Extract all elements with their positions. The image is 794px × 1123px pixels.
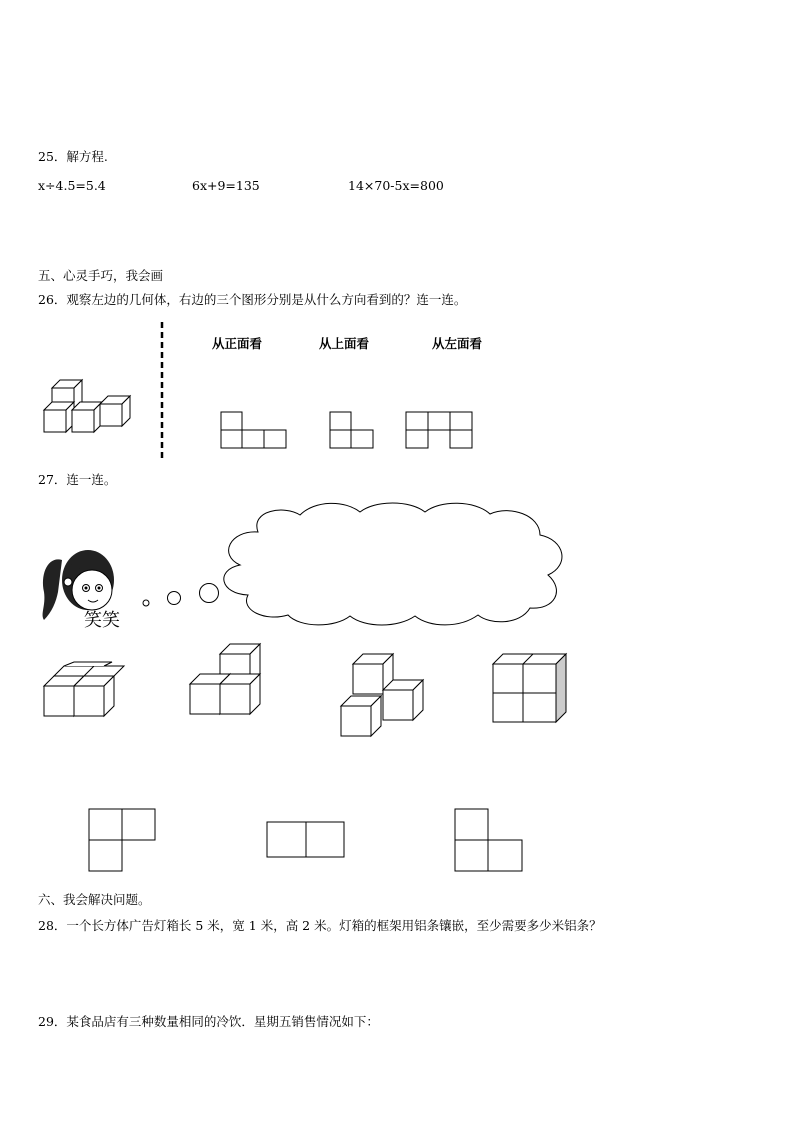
q27-solid-2 — [190, 644, 260, 714]
question-26-title: 26．观察左边的几何体，右边的三个图形分别是从什么方向看到的？连一连。 — [38, 292, 467, 307]
girl-name-label: 笑笑 — [84, 610, 120, 631]
question-25-title: 25．解方程. — [38, 149, 108, 164]
q26-view-front — [221, 412, 286, 448]
q26-view-top — [330, 412, 373, 448]
thought-dot-2 — [168, 592, 181, 605]
q27-top-view-3 — [455, 809, 522, 871]
thought-cloud — [224, 503, 562, 625]
q27-solid-3 — [341, 654, 423, 736]
section-6-title: 六、我会解决问题。 — [38, 892, 151, 907]
equation-1: x÷4.5=5.4 — [38, 178, 106, 193]
q27-top-view-1 — [89, 809, 155, 871]
thought-dot-3 — [200, 584, 219, 603]
question-28-title: 28．一个长方体广告灯箱长 5 米，宽 1 米，高 2 米。灯箱的框架用铝条镶嵌，至少需要多少米铝条？ — [38, 918, 602, 933]
q26-view-left — [406, 412, 472, 448]
question-29-title: 29．某食品店有三种数量相同的冷饮．星期五销售情况如下： — [38, 1014, 379, 1029]
q27-top-view-2 — [267, 822, 344, 857]
equation-2: 6x+9=135 — [192, 178, 260, 193]
section-5-title: 五、心灵手巧，我会画 — [38, 268, 164, 283]
view-label-front: 从正面看 — [212, 336, 263, 351]
view-label-top: 从上面看 — [319, 336, 370, 351]
q27-solid-4 — [493, 654, 566, 722]
q27-solid-1 — [44, 662, 124, 716]
view-label-left: 从左面看 — [432, 336, 483, 351]
question-27-title: 27．连一连。 — [38, 472, 117, 487]
equation-3: 14×70-5x=800 — [348, 178, 444, 193]
thought-dot-1 — [143, 600, 149, 606]
girl-illustration — [43, 550, 114, 620]
q26-solid-figure — [44, 380, 130, 432]
